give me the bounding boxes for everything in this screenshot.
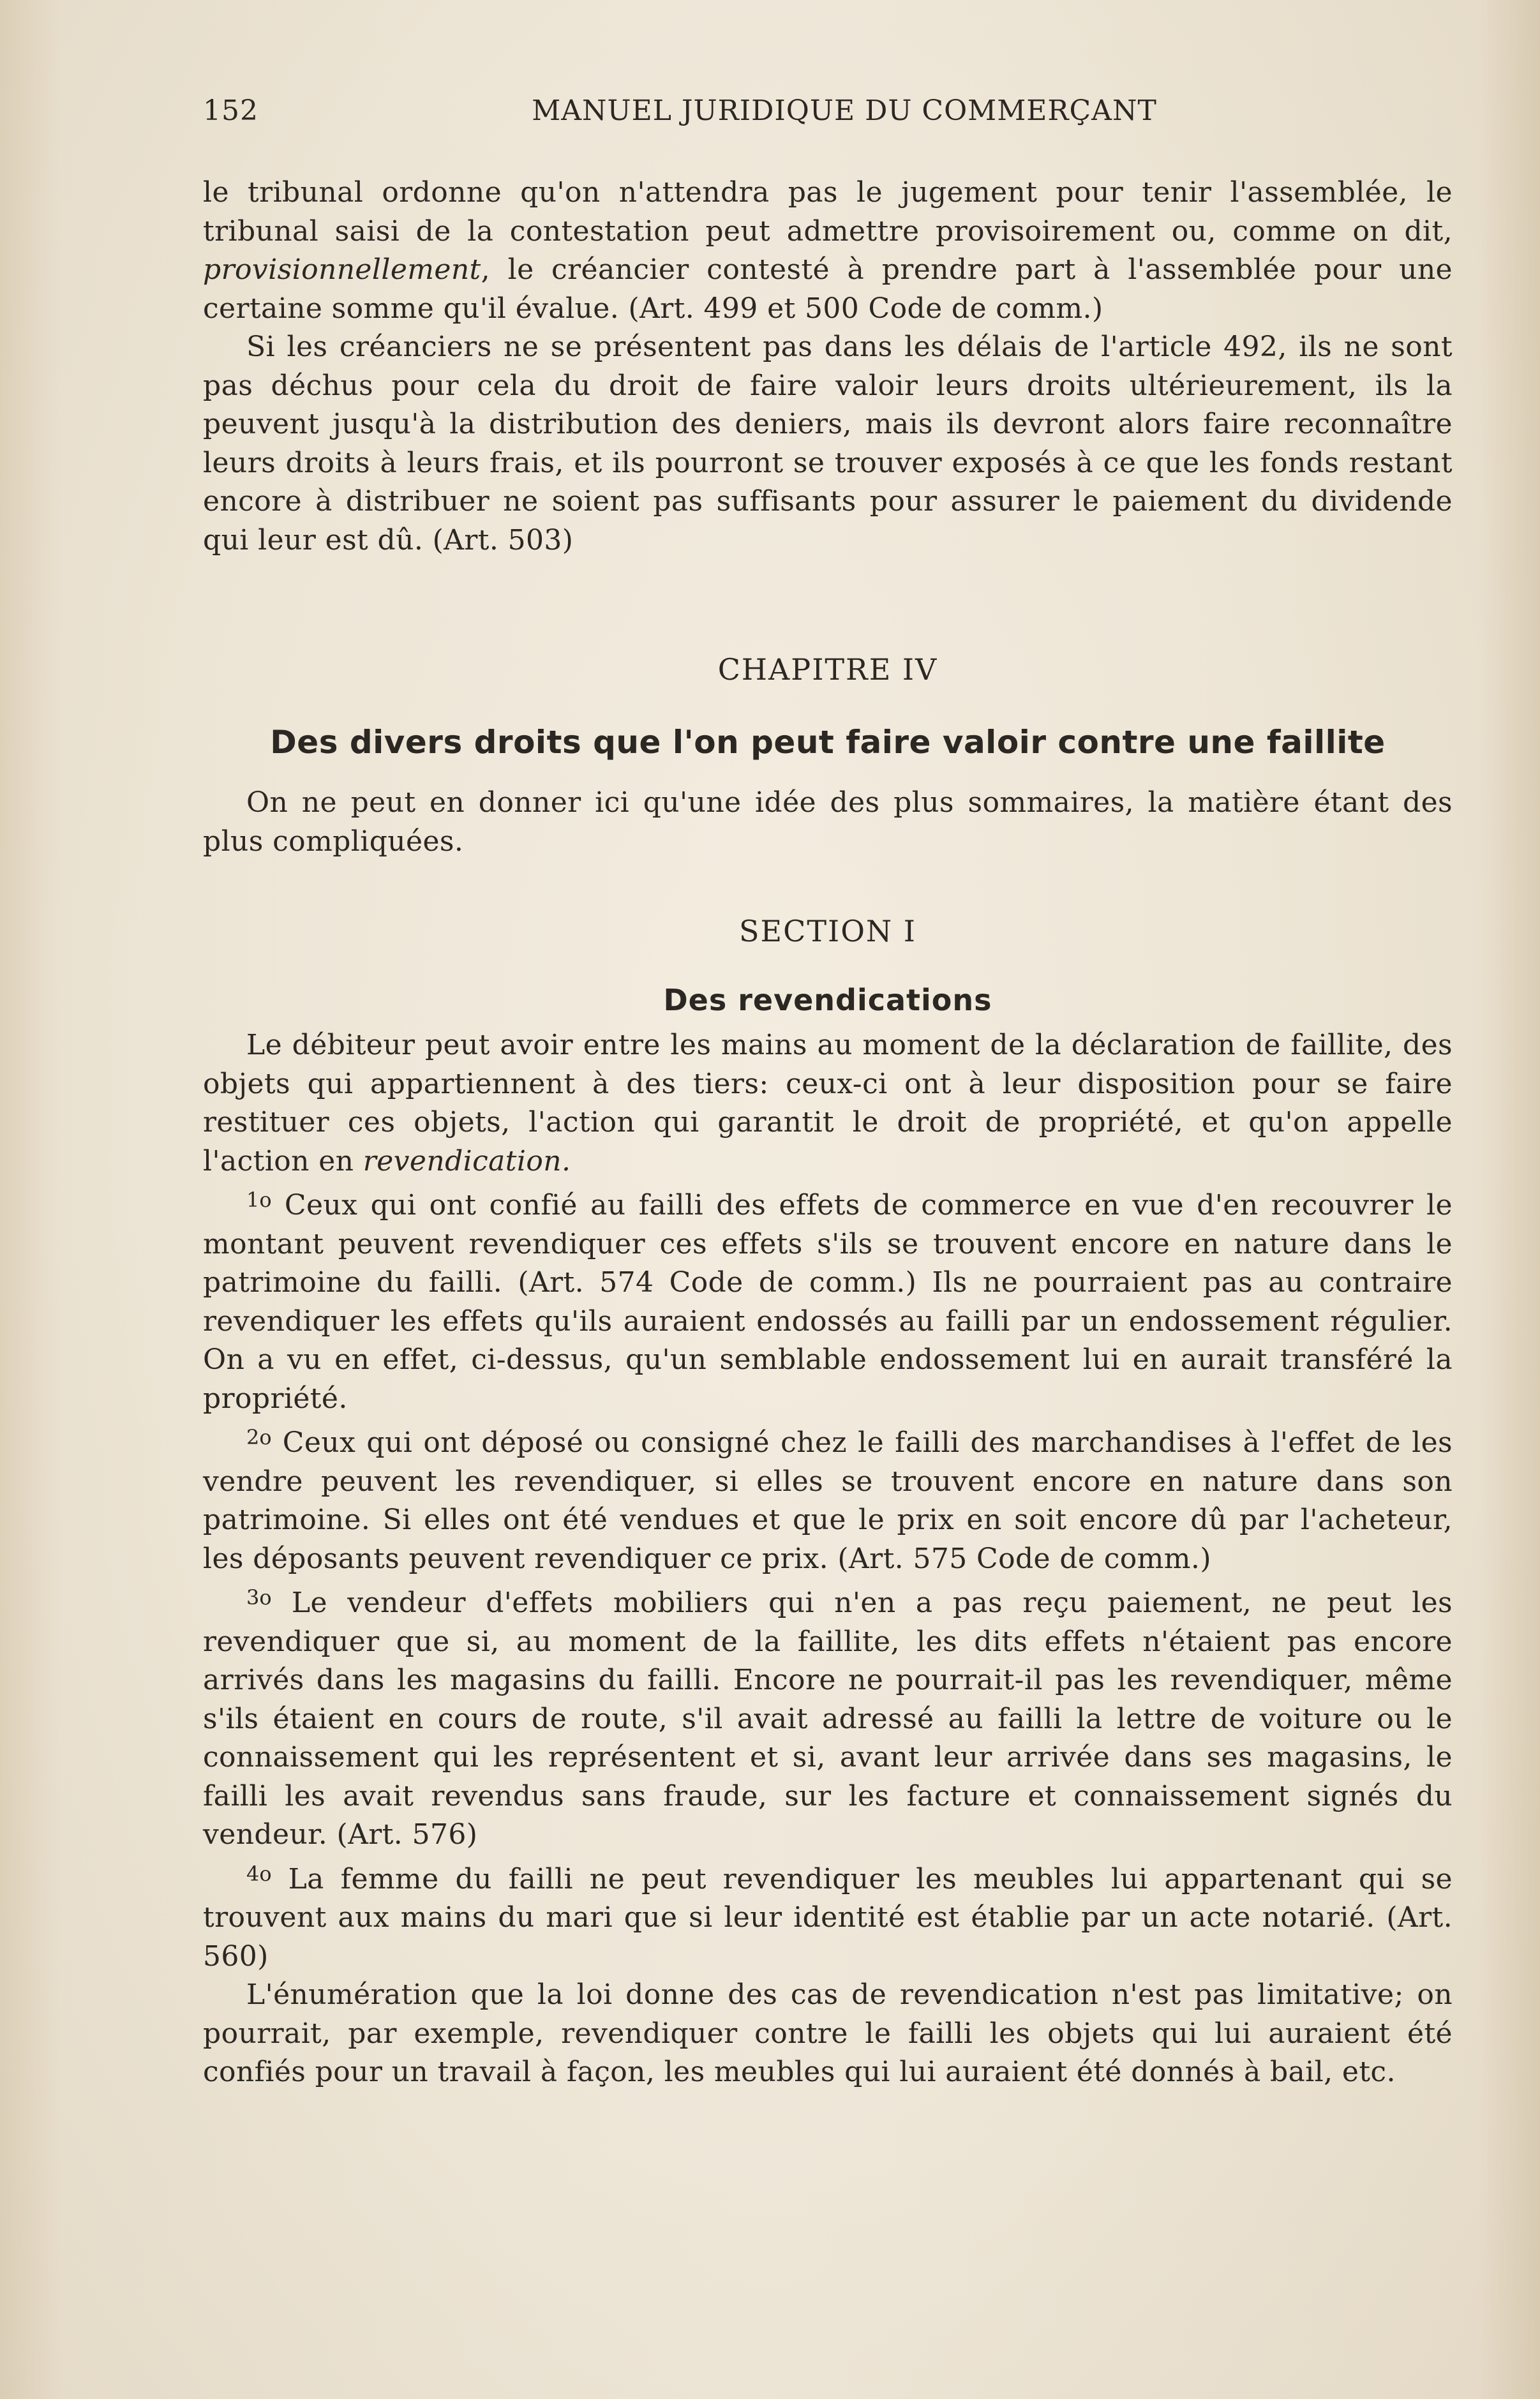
page-number: 152 xyxy=(203,94,258,127)
running-title: MANUEL JURIDIQUE DU COMMERÇANT xyxy=(532,94,1157,127)
item-number: 4o xyxy=(246,1861,272,1886)
text-run: Ceux qui ont confié au failli des effets de commerce en vue d'en recouvrer le montant peuvent revendiquer ces effets s'ils se trouvent encore en nature dans le patrimoine du failli. (Art. 574 Code de comm.) Ils ne pourraient pas au contraire revendiquer les effets qu'ils auraient endossés au failli par un endossement régulier. On a vu en effet, ci-dessus, qu'un semblable endossement lui en aurait transféré la propriété. xyxy=(203,1189,1453,1415)
paragraph xyxy=(203,174,1453,328)
section-label: SECTION I xyxy=(739,914,916,948)
text-run: Le débiteur peut avoir entre les mains au moment de la déclaration de faillite, des objets qui appartiennent à des tiers: ceux-ci ont à leur disposition pour se faire restituer ces objets, l'action qui garantit le droit de propriété, et qu'on appelle l'action en xyxy=(203,1029,1453,1177)
chapter-title: Des divers droits que l'on peut faire valoir contre une faillite xyxy=(270,724,1386,761)
text-run: le tribunal ordonne qu'on n'attendra pas le jugement pour tenir l'assemblée, le tribunal saisi de la contestation peut admettre provisoirement ou, comme on dit, xyxy=(203,176,1453,248)
text-run: , le créancier contesté à prendre part à l'assemblée pour une certaine somme qu'il évalue. (Art. 499 et 500 Code de comm.) xyxy=(203,253,1453,325)
paragraph: Si les créanciers ne se présentent pas dans les délais de l'article 492, ils ne sont pas déchus pour cela du droit de faire valoir leurs droits ultérieurement, ils la peuvent jusqu'à la distribution des deniers, mais ils devront alors faire reconnaître leurs droits à leurs frais, et ils pourront se trouver exposés à ce que les fonds restant encore à distribuer ne soient pas suffisants pour assurer le paiement du dividende qui leur est dû. (Art. 503) xyxy=(203,331,1453,557)
page-header xyxy=(203,94,1454,133)
text-run: Ceux qui ont déposé ou consigné chez le failli des marchandises à l'effet de les vendre peuvent les revendiquer, si elles se trouvent encore en nature dans son patrimoine. Si elles ont été vendues et que le prix en soit encore dû par l'acheteur, les déposants peuvent revendiquer ce prix. (Art. 575 Code de comm.) xyxy=(203,1426,1453,1575)
item-number: 3o xyxy=(246,1585,272,1610)
italic-term: revendication. xyxy=(363,1144,571,1177)
item-number: 2o xyxy=(246,1425,272,1449)
list-item xyxy=(203,1855,1453,1977)
paragraph: On ne peut en donner ici qu'une idée des plus sommaires, la matière étant des plus compliquées. xyxy=(203,786,1453,858)
item-number: 1o xyxy=(246,1188,272,1212)
chapter-label: CHAPITRE IV xyxy=(717,652,938,687)
section-title: Des revendications xyxy=(663,983,992,1017)
list-item xyxy=(203,1578,1453,1855)
chapter-intro xyxy=(203,784,1453,861)
intro-text xyxy=(203,174,1453,560)
paragraph xyxy=(203,1026,1453,1181)
list-item xyxy=(203,1181,1453,1418)
text-run: Le vendeur d'effets mobiliers qui n'en a pas reçu paiement, ne peut les revendiquer que si, au moment de la faillite, les dits effets n'étaient pas encore arrivés dans les magasins du failli. Encore ne pourrait-il pas les revendiquer, même s'ils étaient en cours de route, s'il avait adressé au failli la lettre de voiture ou le connaissement qui les représentent et si, avant leur arrivée dans ses magasins, le failli les avait revendus sans fraude, sur les facture et connaissement signés du vendeur. (Art. 576) xyxy=(203,1587,1453,1851)
section-body xyxy=(203,1026,1453,2092)
text-run: La femme du failli ne peut revendiquer les meubles lui appartenant qui se trouvent aux mains du mari que si leur identité est établie par un acte notarié. (Art. 560) xyxy=(203,1862,1453,1973)
italic-term: provisionnellement xyxy=(203,253,481,286)
paragraph: L'énumération que la loi donne des cas de revendication n'est pas limitative; on pourrait, par exemple, revendiquer contre le failli les objets qui lui auraient été confiés pour un travail à façon, les meubles qui lui auraient été donnés à bail, etc. xyxy=(203,1978,1453,2088)
list-item xyxy=(203,1418,1453,1578)
